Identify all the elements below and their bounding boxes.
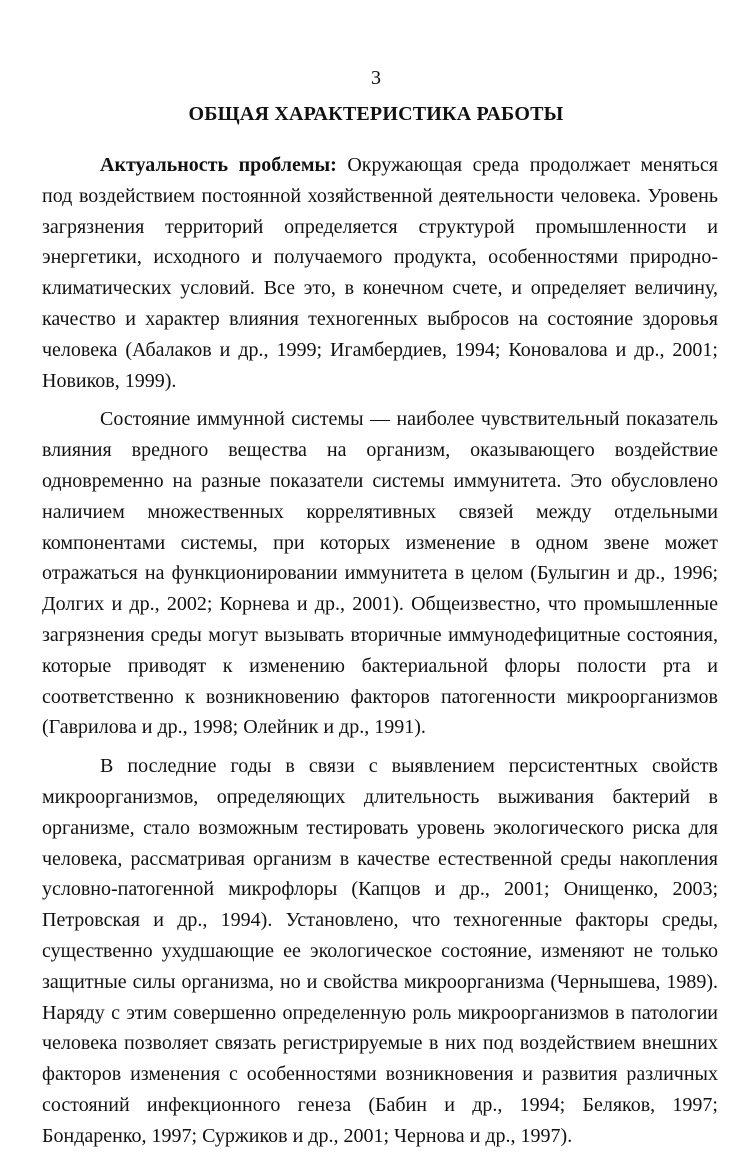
paragraph-text: Состояние иммунной системы — наиболее чувствительный показатель влияния вредного вещества на организм, оказывающего воздействие одновременно на разные показатели системы иммунитета. Это обусловлено наличием множественных коррелятивных связей между отдельными компонентами системы, при которых изменение в одном звене может отражаться на функционировании иммунитета в целом (Булыгин и др., 1996; Долгих и др., 2002; Корнева и др., 2001). Общеизвестно, что промышленные загрязнения среды могут вызывать вторичные иммунодефицитные состояния, которые приводят к изменению бактериальной флоры полости рта и соответственно к возникновению факторов патогенности микроорганизмов (Гаврилова и др., 1998; Олейник и др., 1991). [42,408,718,739]
paragraph-text: Окружающая среда продолжает меняться под воздействием постоянной хозяйственной деятельности человека. Уровень загрязнения территорий определяется структурой промышленности и энергетики, исходного и получаемого продукта, особенностями природно-климатических условий. Все это, в конечном счете, и определяет величину, качество и характер влияния техногенных выбросов на состояние здоровья человека (Абалаков и др., 1999; Игамбердиев, 1994; Коновалова и др., 2001; Новиков, 1999). [42,154,718,392]
paragraph-microorganisms [42,751,718,1151]
body-text [42,150,718,1152]
section-title: ОБЩАЯ ХАРАКТЕРИСТИКА РАБОТЫ [188,103,564,125]
paragraph-lead: Актуальность проблемы: [100,154,337,176]
paragraph-immune-system [42,404,718,743]
paragraph-relevance [42,150,718,396]
paragraph-text: В последние годы в связи с выявлением персистентных свойств микроорганизмов, определяющих длительность выживания бактерий в организме, стало возможным тестировать уровень экологического риска для человека, рассматривая организм в качестве естественной среды накопления условно-патогенной микрофлоры (Капцов и др., 2001; Онищенко, 2003; Петровская и др., 1994). Установлено, что техногенные факторы среды, существенно ухудшающие ее экологическое состояние, изменяют не только защитные силы организма, но и свойства микроорганизма (Чернышева, 1989). Наряду с этим совершенно определенную роль микроорганизмов в патологии человека позволяет связать регистрируемые в них под воздействием внешних факторов изменения с особенностями возникновения и развития различных состояний инфекционного генеза (Бабин и др., 1994; Беляков, 1997; Бондаренко, 1997; Суржиков и др., 2001; Чернова и др., 1997). [42,755,718,1147]
page-number: 3 [371,67,381,89]
